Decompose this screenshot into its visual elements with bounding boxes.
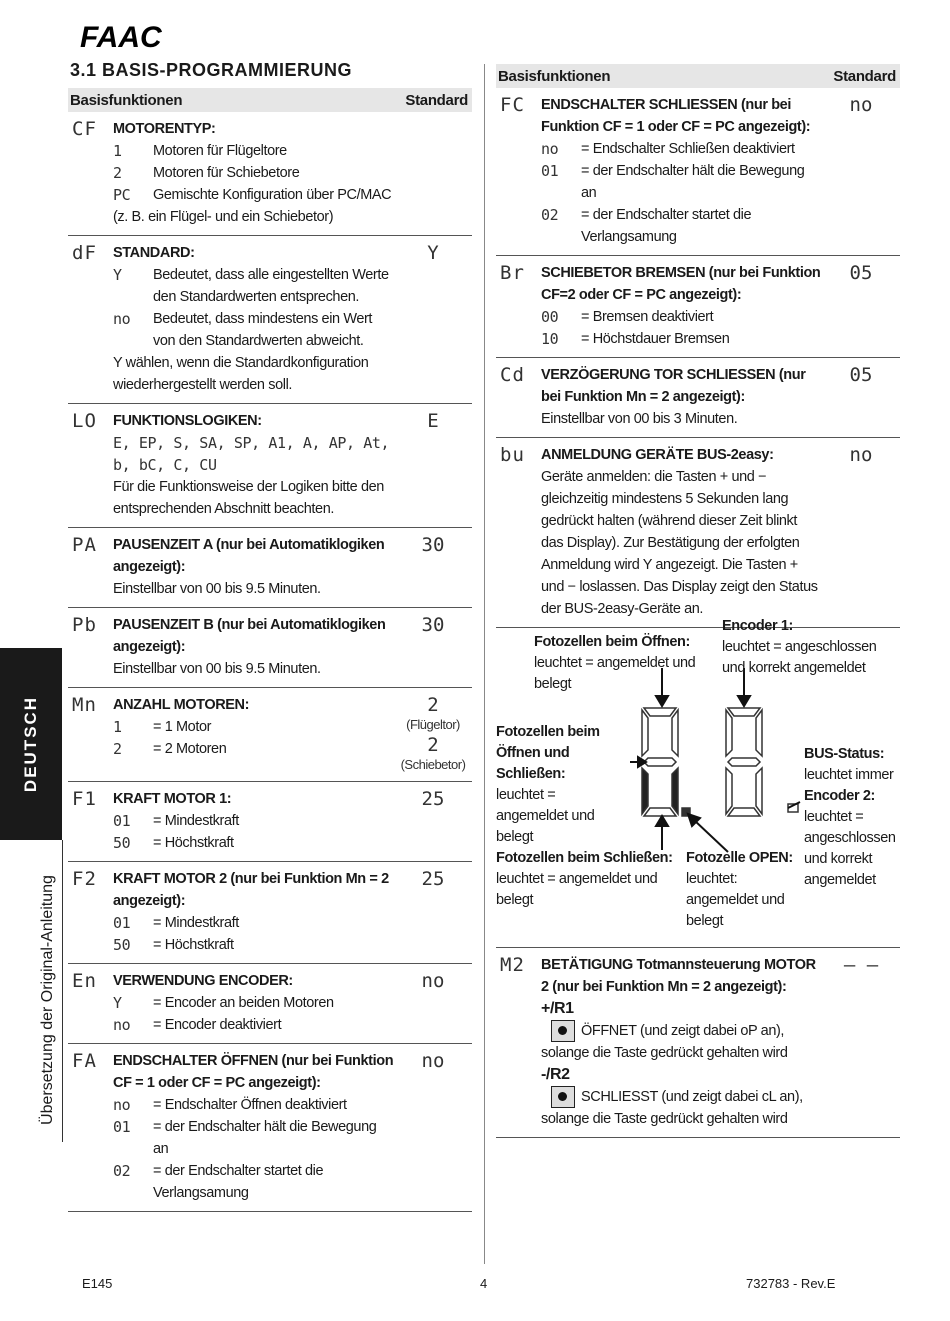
entry-title: ANMELDUNG GERÄTE BUS-2easy: bbox=[541, 447, 774, 463]
entry-bu bbox=[496, 438, 900, 628]
entry-title: VERWENDUNG ENCODER: bbox=[113, 973, 293, 989]
display-diagram bbox=[496, 618, 900, 948]
entry-title: SCHIEBETOR BREMSEN (nur bei Funktion CF=2 oder CF = PC angezeigt): bbox=[541, 265, 821, 303]
entry-code: dF bbox=[72, 242, 97, 264]
option-key: 02 bbox=[541, 206, 559, 224]
entry-code: Mn bbox=[72, 694, 97, 716]
entry-note: Y wählen, wenn die Standardkonfiguration wiederhergestellt werden soll. bbox=[113, 355, 369, 393]
label-encoder-1: Encoder 1: leuchtet = angeschlossen und korrekt angemeldet bbox=[722, 618, 877, 676]
label-photocell-close: Fotozellen beim Schließen: leuchtet = angemeldet und belegt bbox=[496, 850, 673, 908]
option-value: = Höchstkraft bbox=[153, 835, 234, 851]
option-row bbox=[113, 992, 394, 1014]
entry-code: Cd bbox=[500, 364, 525, 386]
entry-standard: – – bbox=[843, 954, 879, 976]
option-row bbox=[113, 934, 394, 956]
option-key: 01 bbox=[541, 162, 559, 180]
entry-pb bbox=[68, 608, 472, 688]
sidebar-subtitle: Übersetzung der Original-Anleitung bbox=[39, 875, 56, 1125]
option-key: 2 bbox=[113, 740, 122, 758]
entry-standard bbox=[394, 970, 472, 1036]
option-row bbox=[113, 738, 394, 760]
entry-standard bbox=[394, 694, 472, 774]
option-key: Y bbox=[113, 994, 122, 1012]
option-row bbox=[541, 160, 822, 204]
option-key: 1 bbox=[113, 718, 122, 736]
option-key: 02 bbox=[113, 1162, 131, 1180]
entry-note: Geräte anmelden: die Tasten + und − gleichzeitig mindestens 5 Sekunden lang gedrückt halten (während dieser Zeit blinkt das Display). Zur Bestätigung der erfolgten Anmeldung wird Y angezeigt. Die Tasten + und − loslassen. Das Display zeigt den Status der BUS-2easy-Geräte an. bbox=[541, 469, 818, 617]
standard-value: 2 bbox=[427, 694, 439, 716]
option-key: no bbox=[541, 140, 559, 158]
footer-right: 732783 - Rev.E bbox=[746, 1276, 836, 1291]
option-value: = der Endschalter startet die Verlangsamung bbox=[153, 1163, 324, 1201]
entry-title: MOTORENTYP: bbox=[113, 121, 216, 137]
entry-code: PA bbox=[72, 534, 97, 556]
button-icon bbox=[551, 1086, 575, 1108]
entry-standard bbox=[822, 444, 900, 620]
entry-code: FC bbox=[500, 94, 525, 116]
header-standard: Standard bbox=[833, 67, 896, 85]
header-basisfunktionen: Basisfunktionen bbox=[70, 91, 183, 109]
button-icon bbox=[551, 1020, 575, 1042]
footer-page: 4 bbox=[480, 1276, 488, 1291]
entry-code: bu bbox=[500, 444, 525, 466]
option-row bbox=[113, 1014, 394, 1036]
option-row bbox=[113, 184, 394, 206]
standard-value: no bbox=[421, 1050, 445, 1072]
option-value: = 2 Motoren bbox=[153, 741, 227, 757]
option-key: no bbox=[113, 310, 131, 328]
entry-title: STANDARD: bbox=[113, 245, 195, 261]
entry-m2 bbox=[496, 948, 900, 1138]
entry-standard bbox=[394, 118, 472, 228]
entry-title: PAUSENZEIT A (nur bei Automatiklogiken angezeigt): bbox=[113, 537, 385, 575]
entry-code: CF bbox=[72, 118, 97, 140]
option-value: = 1 Motor bbox=[153, 719, 212, 735]
option-row bbox=[113, 1160, 394, 1204]
option-key: 01 bbox=[113, 1118, 131, 1136]
standard-value-2: 2 bbox=[427, 734, 439, 756]
header-standard: Standard bbox=[405, 91, 468, 109]
entry-standard bbox=[394, 788, 472, 854]
option-key: 50 bbox=[113, 936, 131, 954]
label-photocell-open: Fotozellen beim Öffnen: leuchtet = angemeldet und belegt bbox=[534, 634, 696, 692]
option-key: Y bbox=[113, 266, 122, 284]
entry-code: F2 bbox=[72, 868, 97, 890]
table-header bbox=[68, 88, 472, 112]
entry-note: (z. B. ein Flügel- und ein Schiebetor) bbox=[113, 209, 334, 225]
standard-value: 25 bbox=[421, 788, 445, 810]
faac-logo bbox=[80, 22, 184, 52]
option-value: = Höchstkraft bbox=[153, 937, 234, 953]
standard-value: no bbox=[849, 94, 873, 116]
entry-code: En bbox=[72, 970, 97, 992]
header-basisfunktionen: Basisfunktionen bbox=[498, 67, 611, 85]
entry-code: M2 bbox=[500, 954, 525, 976]
option-value: = der Endschalter startet die Verlangsamung bbox=[581, 207, 752, 245]
section-title: 3.1 BASIS-PROGRAMMIERUNG bbox=[70, 60, 353, 80]
option-row bbox=[113, 810, 394, 832]
left-table bbox=[68, 88, 472, 1212]
option-value: = Mindestkraft bbox=[153, 915, 239, 931]
entry-standard bbox=[822, 94, 900, 248]
option-value: = Encoder deaktiviert bbox=[153, 1017, 282, 1033]
entry-en bbox=[68, 964, 472, 1044]
table-header bbox=[496, 64, 900, 88]
standard-value: 25 bbox=[421, 868, 445, 890]
entry-note: Für die Funktionsweise der Logiken bitte den entsprechenden Abschnitt beachten. bbox=[113, 479, 384, 517]
option-row bbox=[113, 162, 394, 184]
entry-fa bbox=[68, 1044, 472, 1212]
option-key: 01 bbox=[113, 812, 131, 830]
entry-standard bbox=[822, 262, 900, 350]
sidebar-line bbox=[62, 840, 63, 1142]
standard-value: E bbox=[427, 410, 439, 432]
logic-list: E, EP, S, SA, SP, A1, A, AP, At, b, bC, C, CU bbox=[113, 434, 390, 474]
option-value: = der Endschalter hält die Bewegung an bbox=[153, 1119, 377, 1157]
option-value: = Mindestkraft bbox=[153, 813, 239, 829]
plus-r1-label: +/R1 bbox=[541, 1000, 574, 1017]
entry-standard bbox=[394, 1050, 472, 1204]
option-value: = Endschalter Schließen deaktiviert bbox=[581, 141, 795, 157]
option-key: 1 bbox=[113, 142, 122, 160]
entry-code: F1 bbox=[72, 788, 97, 810]
option-row bbox=[113, 832, 394, 854]
right-entries bbox=[496, 88, 900, 628]
option-value: Gemischte Konfiguration über PC/MAC bbox=[153, 187, 392, 203]
entry-code: Br bbox=[500, 262, 525, 284]
entry-code: Pb bbox=[72, 614, 97, 636]
option-key: 01 bbox=[113, 914, 131, 932]
entry-code: FA bbox=[72, 1050, 97, 1072]
logo-text: FAAC bbox=[80, 22, 162, 52]
standard-value: no bbox=[421, 970, 445, 992]
option-value: = Bremsen deaktiviert bbox=[581, 309, 714, 325]
left-entries bbox=[68, 112, 472, 1212]
entry-note: Einstellbar von 00 bis 3 Minuten. bbox=[541, 411, 738, 427]
minus-r2-label: -/R2 bbox=[541, 1066, 570, 1084]
entry-title: ENDSCHALTER ÖFFNEN (nur bei Funktion CF = 1 oder CF = PC angezeigt): bbox=[113, 1053, 394, 1091]
option-row bbox=[541, 138, 822, 160]
entry-standard bbox=[394, 410, 472, 520]
label-photocell-open-close: Fotozellen beim Öffnen und Schließen: leuchtet = angemeldet und belegt bbox=[496, 724, 600, 845]
right-table bbox=[496, 64, 900, 1138]
standard-note: (Flügeltor) bbox=[406, 717, 460, 732]
entry-df bbox=[68, 236, 472, 404]
standard-value: 05 bbox=[849, 262, 873, 284]
option-value: Motoren für Flügeltore bbox=[153, 143, 287, 159]
option-row bbox=[541, 204, 822, 248]
column-divider bbox=[484, 64, 485, 1264]
option-key: no bbox=[113, 1016, 131, 1034]
option-value: Motoren für Schiebetore bbox=[153, 165, 300, 181]
option-row bbox=[541, 328, 822, 350]
option-row bbox=[113, 1116, 394, 1160]
entry-standard bbox=[822, 364, 900, 430]
entry-pa bbox=[68, 528, 472, 608]
option-row bbox=[113, 140, 394, 162]
entry-standard bbox=[394, 614, 472, 680]
entry-lo bbox=[68, 404, 472, 528]
entry-title: KRAFT MOTOR 2 (nur bei Funktion Mn = 2 angezeigt): bbox=[113, 871, 389, 909]
option-key: 10 bbox=[541, 330, 559, 348]
entry-standard bbox=[394, 242, 472, 396]
standard-value: Y bbox=[427, 242, 439, 264]
option-value: = Encoder an beiden Motoren bbox=[153, 995, 334, 1011]
footer-left: E145 bbox=[82, 1276, 113, 1291]
minus-r2-text: SCHLIESST (und zeigt dabei cL an), solange die Taste gedrückt gehalten wird bbox=[541, 1086, 822, 1130]
standard-value: 30 bbox=[421, 534, 445, 556]
entry-note: Einstellbar von 00 bis 9.5 Minuten. bbox=[113, 661, 321, 677]
standard-note-2: (Schiebetor) bbox=[400, 757, 466, 772]
standard-value: 30 bbox=[421, 614, 445, 636]
option-key: no bbox=[113, 1096, 131, 1114]
entry-mn bbox=[68, 688, 472, 782]
option-row bbox=[541, 306, 822, 328]
entry-title: KRAFT MOTOR 1: bbox=[113, 791, 232, 807]
option-row bbox=[113, 264, 394, 308]
option-value: = der Endschalter hält die Bewegung an bbox=[581, 163, 805, 201]
entry-code: LO bbox=[72, 410, 97, 432]
language-tab bbox=[0, 648, 62, 840]
option-row bbox=[113, 1094, 394, 1116]
entry-standard bbox=[394, 534, 472, 600]
standard-value: 05 bbox=[849, 364, 873, 386]
option-value: = Höchstdauer Bremsen bbox=[581, 331, 730, 347]
standard-value: no bbox=[849, 444, 873, 466]
option-value: = Endschalter Öffnen deaktiviert bbox=[153, 1097, 347, 1113]
entry-cf bbox=[68, 112, 472, 236]
entry-note: Einstellbar von 00 bis 9.5 Minuten. bbox=[113, 581, 321, 597]
option-row bbox=[113, 308, 394, 352]
plus-r1-text: ÖFFNET (und zeigt dabei oP an), solange die Taste gedrückt gehalten wird bbox=[541, 1020, 822, 1064]
option-value: Bedeutet, dass mindestens ein Wert von den Standardwerten abweicht. bbox=[153, 311, 373, 349]
entry-title: PAUSENZEIT B (nur bei Automatiklogiken angezeigt): bbox=[113, 617, 386, 655]
entry-title: BETÄTIGUNG Totmannsteuerung MOTOR 2 (nur bei Funktion Mn = 2 angezeigt): bbox=[541, 957, 816, 995]
option-row bbox=[113, 716, 394, 738]
entry-title: ANZAHL MOTOREN: bbox=[113, 697, 250, 713]
option-key: 2 bbox=[113, 164, 122, 182]
option-key: 00 bbox=[541, 308, 559, 326]
entry-f2 bbox=[68, 862, 472, 964]
label-photocell-openph: Fotozelle OPEN: leuchtet: angemeldet und belegt bbox=[686, 850, 793, 929]
entry-title: ENDSCHALTER SCHLIESSEN (nur bei Funktion CF = 1 oder CF = PC angezeigt): bbox=[541, 97, 811, 135]
label-bus-status: BUS-Status: leuchtet immer Encoder 2: leuchtet = angeschlossen und korrekt angemeldet bbox=[804, 746, 896, 888]
entry-title: FUNKTIONSLOGIKEN: bbox=[113, 413, 262, 429]
option-value: Bedeutet, dass alle eingestellten Werte den Standardwerten entsprechen. bbox=[153, 267, 389, 305]
entry-f1 bbox=[68, 782, 472, 862]
entry-title: VERZÖGERUNG TOR SCHLIESSEN (nur bei Funktion Mn = 2 angezeigt): bbox=[541, 367, 806, 405]
entry-standard bbox=[394, 868, 472, 956]
option-key: PC bbox=[113, 186, 131, 204]
entry-cd bbox=[496, 358, 900, 438]
language-label: DEUTSCH bbox=[21, 695, 40, 793]
entry-fc bbox=[496, 88, 900, 256]
option-key: 50 bbox=[113, 834, 131, 852]
option-row bbox=[113, 912, 394, 934]
entry-br bbox=[496, 256, 900, 358]
